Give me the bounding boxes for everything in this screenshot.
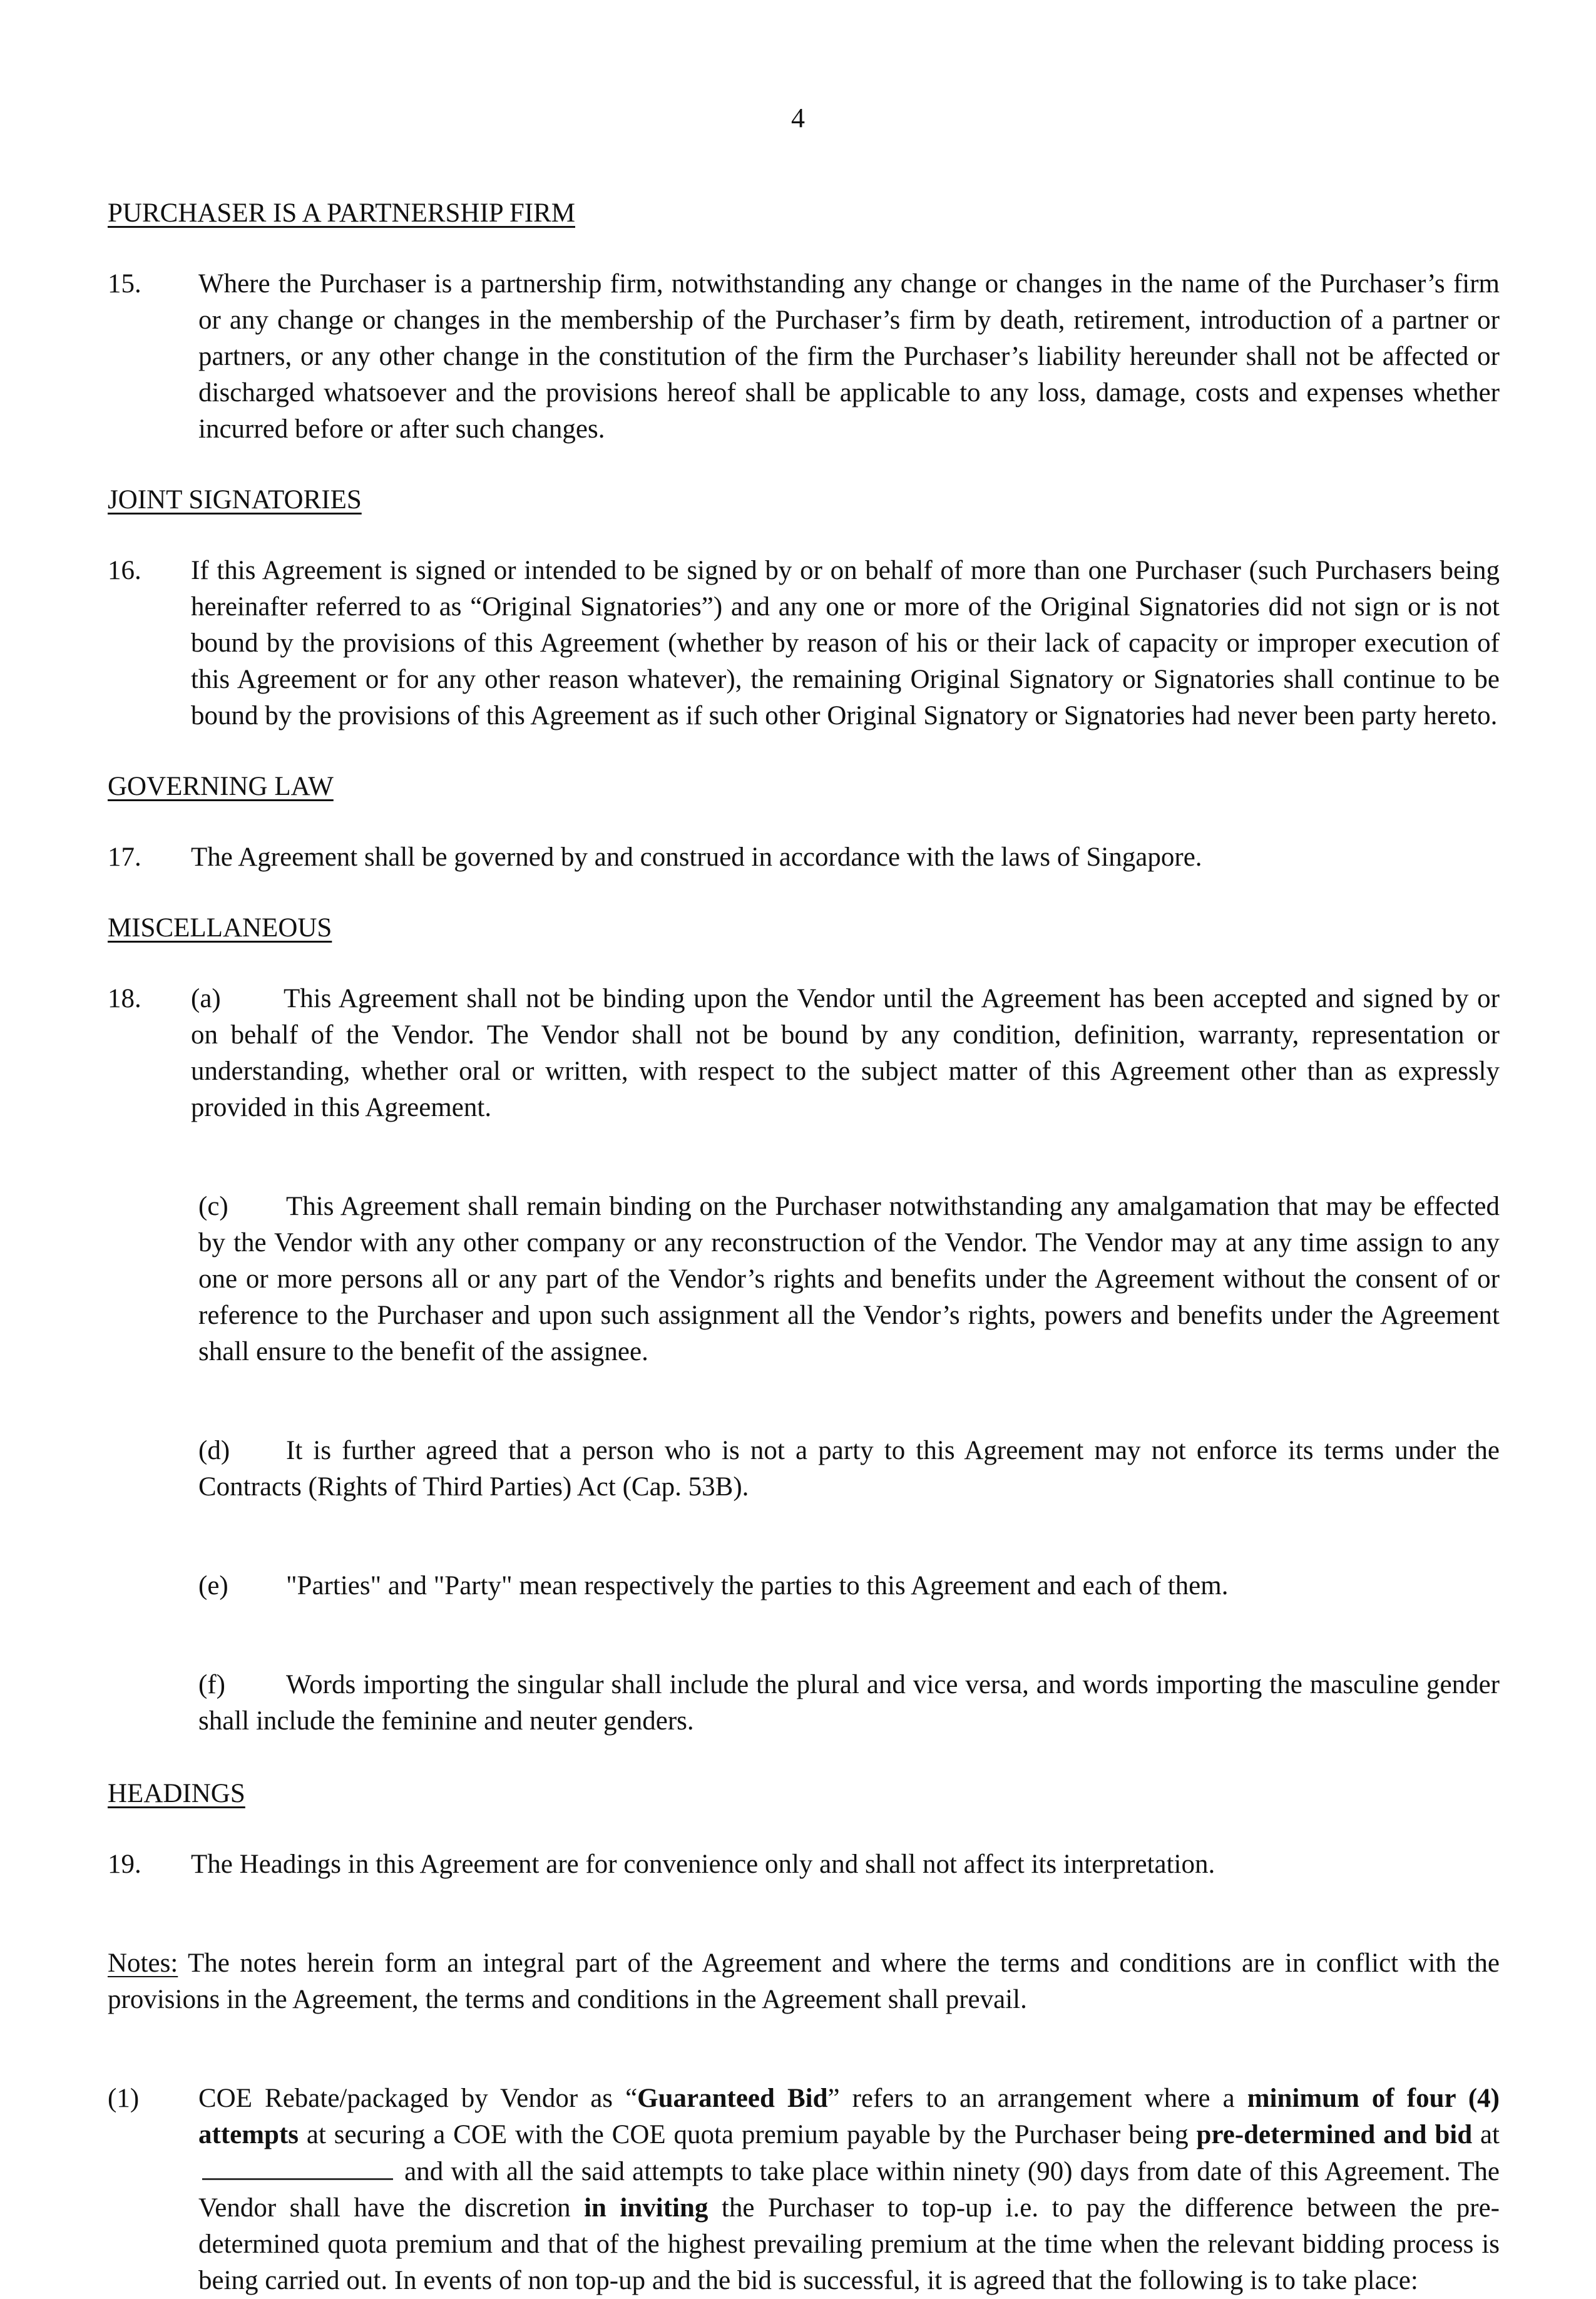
clause-number: 17. xyxy=(108,842,141,872)
clause-18a xyxy=(191,981,1500,1126)
page-number: 4 xyxy=(791,103,805,133)
clause-text: The Agreement shall be governed by and construed in accordance with the laws of Singapore. xyxy=(191,842,1202,872)
clause-text: If this Agreement is signed or intended to be signed by or on behalf of more than one Purchaser (such Purchasers being hereinafter referred to as “Original Signatories”) and any one or more of the Original Signatories did not sign or is not bound by the provisions of this Agreement (whether by reason of his or their lack of capacity or improper execution of this Agreement or for any other reason whatever), the remaining Original Signatory or Signatories shall continue to be bound by the provisions of this Agreement as if such other Original Signatory or Signatories had never been party hereto. xyxy=(191,556,1500,730)
notes-paragraph xyxy=(108,1945,1500,2018)
sub-text: This Agreement shall remain binding on the Purchaser notwithstanding any amalgamation that may be effected by the Vendor with any other company or any reconstruction of the Vendor. The Vendor may at any time assign to any one or more persons all or any part of the Vendor’s rights and benefits under the Agreement without the consent of or reference to the Purchaser and upon such assignment all the Vendor’s rights, powers and benefits under the Agreement shall ensure to the benefit of the assignee. xyxy=(198,1192,1500,1366)
notes-text: The notes herein form an integral part of the Agreement and where the terms and conditions are in conflict with the provisions in the Agreement, the terms and conditions in the Agreement shall prevail. xyxy=(108,1948,1500,2014)
clause-18e xyxy=(198,1568,1500,1604)
heading-miscellaneous: MISCELLANEOUS xyxy=(108,913,332,943)
heading-headings: HEADINGS xyxy=(108,1779,245,1808)
clause-19 xyxy=(108,1846,1500,1883)
note-text: COE Rebate/packaged by Vendor as “Guaranteed Bid” refers to an arrangement where a minimum of four (4) attempts at securing a COE with the COE quota premium payable by the Purchaser being pre-determined and bid at and with all the said attempts to take place within ninety (90) days from date of this Agreement. The Vendor shall have the discretion in inviting the Purchaser to top-up i.e. to pay the difference between the pre- determined quota premium and that of the highest prevailing premium at the time when the relevant bidding process is being carried out. In events of non top-up and the bid is successful, it is agreed that the following is to take place: xyxy=(198,2084,1500,2295)
pre-determined-term: pre-determined and bid xyxy=(1196,2120,1473,2149)
guaranteed-bid-term: Guaranteed Bid xyxy=(637,2084,828,2113)
sub-label: (f) xyxy=(198,1670,225,1699)
clause-text: The Headings in this Agreement are for convenience only and shall not affect its interpretation. xyxy=(191,1850,1215,1879)
note-number: (1) xyxy=(108,2084,140,2113)
sub-text: "Parties" and "Party" mean respectively the parties to this Agreement and each of them. xyxy=(286,1571,1229,1600)
sub-label: (a) xyxy=(191,984,221,1013)
sub-text: It is further agreed that a person who is not a party to this Agreement may not enforce its terms under the Contracts (Rights of Third Parties) Act (Cap. 53B). xyxy=(198,1436,1500,1502)
sub-text: Words importing the singular shall include the plural and vice versa, and words importing the masculine gender shall include the feminine and neuter genders. xyxy=(198,1670,1500,1736)
clause-16 xyxy=(108,553,1500,734)
clause-number: 15. xyxy=(108,269,141,299)
heading-joint-signatories: JOINT SIGNATORIES xyxy=(108,485,362,515)
clause-18f xyxy=(198,1667,1500,1739)
clause-18 xyxy=(108,981,1500,1126)
clause-18c xyxy=(198,1189,1500,1370)
clause-text: Where the Purchaser is a partnership firm, notwithstanding any change or changes in the name of the Purchaser’s firm or any change or changes in the membership of the Purchaser’s firm by death, retirement, introduction of a partner or partners, or any other change in the constitution of the firm the Purchaser’s liability hereunder shall not be affected or discharged whatsoever and the provisions hereof shall be applicable to any loss, damage, costs and expenses whether incurred before or after such changes. xyxy=(198,269,1500,444)
sub-text: This Agreement shall not be binding upon the Vendor until the Agreement has been accepted and signed by or on behalf of the Vendor. The Vendor shall not be bound by any condition, definition, warranty, representation or understanding, whether oral or written, with respect to the subject matter of this Agreement other than as expressly provided in this Agreement. xyxy=(191,984,1500,1122)
sub-label: (c) xyxy=(198,1192,228,1221)
sub-label: (d) xyxy=(198,1436,230,1465)
heading-governing-law: GOVERNING LAW xyxy=(108,772,334,801)
clause-17 xyxy=(108,839,1500,876)
notes-label: Notes: xyxy=(108,1948,178,1978)
heading-partnership-firm: PURCHASER IS A PARTNERSHIP FIRM xyxy=(108,198,575,228)
clause-18d xyxy=(198,1433,1500,1505)
minimum-attempts-term: minimum of four (4) attempts xyxy=(198,2084,1500,2149)
bid-amount-blank-field[interactable] xyxy=(202,2153,393,2180)
clause-number: 16. xyxy=(108,556,141,585)
sub-label: (e) xyxy=(198,1571,228,1600)
clause-number: 18. xyxy=(108,984,141,1013)
note-1 xyxy=(108,2081,1500,2299)
document-body xyxy=(108,195,1500,2299)
clause-number: 19. xyxy=(108,1850,141,1879)
clause-15 xyxy=(108,266,1500,448)
in-inviting-term: in inviting xyxy=(584,2193,708,2223)
